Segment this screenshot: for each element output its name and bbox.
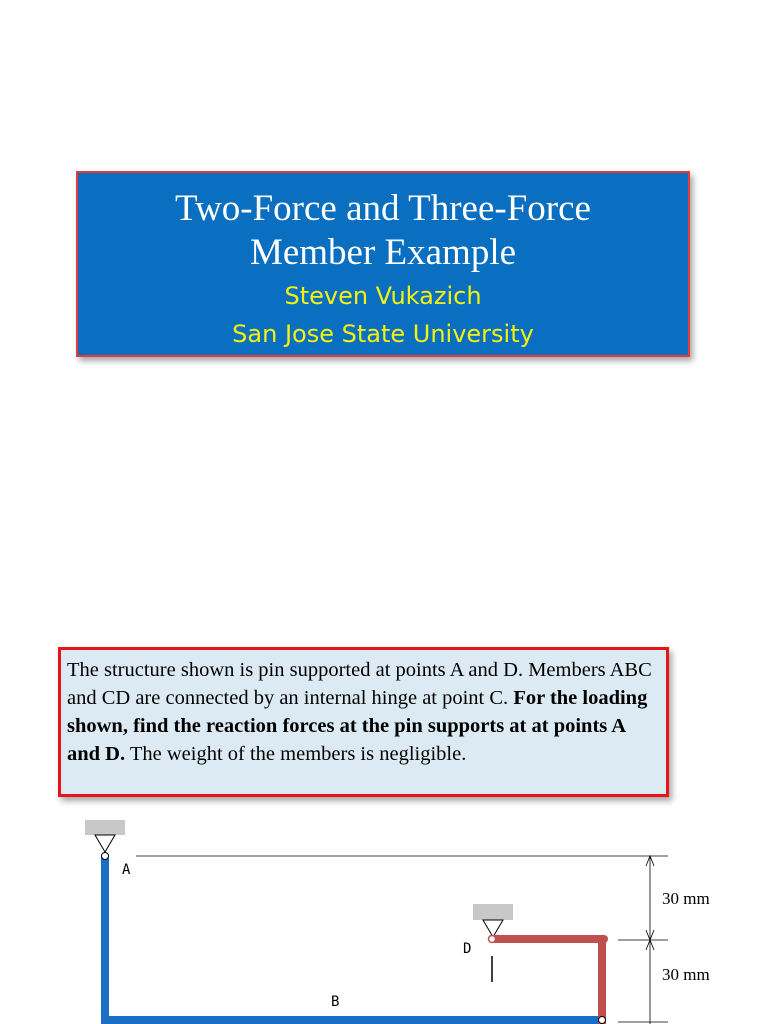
dimension-lower bbox=[618, 940, 668, 1024]
pin-a bbox=[102, 853, 109, 860]
point-label-a: A bbox=[122, 862, 131, 878]
problem-text-bold: For the loading shown, find the reaction forces at the pin supports at at points A and D. bbox=[67, 687, 648, 765]
pin-d bbox=[489, 936, 496, 943]
member-cd bbox=[492, 937, 604, 1024]
dimension-label-upper: 30 mm bbox=[662, 889, 710, 908]
point-label-d: D bbox=[463, 941, 472, 957]
pin-support-d bbox=[473, 904, 513, 937]
dimension-label-lower: 30 mm bbox=[662, 965, 710, 984]
support-a-triangle bbox=[95, 835, 115, 852]
support-d-triangle bbox=[483, 920, 503, 937]
institution-name: San Jose State University bbox=[232, 320, 534, 348]
problem-text-part-1: The structure shown is pin supported at points A and D. Members ABC and CD are connected by an internal hinge at point C. bbox=[67, 659, 652, 709]
structure-diagram bbox=[0, 810, 768, 1024]
title-line-1: Two-Force and Three-Force bbox=[175, 188, 591, 229]
point-label-b: B bbox=[331, 994, 340, 1010]
title-slide-box bbox=[76, 171, 690, 357]
support-a-base bbox=[85, 820, 125, 835]
support-d-base bbox=[473, 904, 513, 920]
dimension-upper bbox=[646, 856, 654, 940]
pin-support-a bbox=[85, 820, 125, 852]
hinge-c bbox=[599, 1017, 606, 1024]
title-line-2: Member Example bbox=[249, 232, 517, 273]
problem-text-part-2: The weight of the members is negligible. bbox=[125, 743, 467, 765]
problem-statement bbox=[58, 647, 669, 797]
author-name: Steven Vukazich bbox=[284, 282, 482, 310]
